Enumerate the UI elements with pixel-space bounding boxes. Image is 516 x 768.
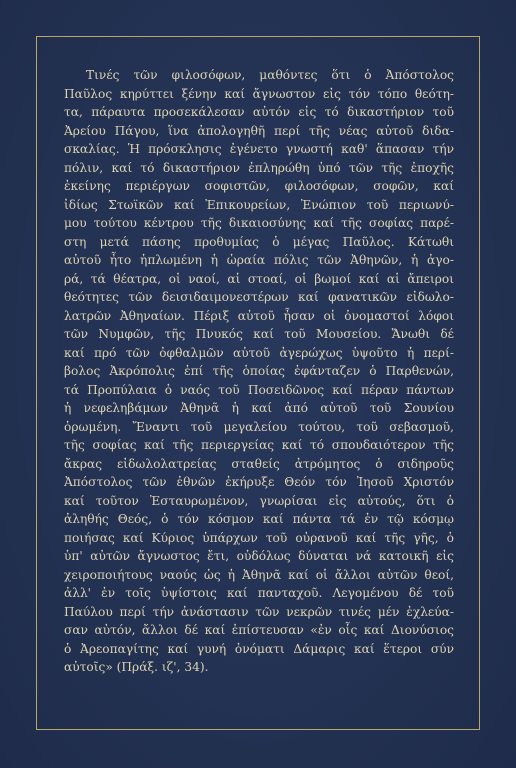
passage-line: στη μετά πάσης προθυμίας ὁ μέγας Παῦλος. Κάτωθι [64,234,454,249]
passage-line: θεότητες τῶν δεισιδαιμονεστέρων καί φανατικῶν εἰδωλο- [64,290,454,304]
passage-line: ἡ νεφεληβάμων Ἀθηνᾶ ἡ καί ἀπό αὐτοῦ τοῦ Σουνίου [64,401,454,415]
passage-line: ὁ Ἀρεοπαγίτης καί γυνή ὀνόματι Δάμαρις καί ἕτεροι σύν [64,641,454,656]
passage-line: τά Προπύλαια ὁ ναός τοῦ Ποσειδῶνος καί πέραν πάντων [64,382,454,397]
passage-line: ἐκείνης περιέργων σοφιστῶν, φιλοσόφων, σοφῶν, καί [64,179,454,193]
passage-line: χειροποιήτους ναούς ὡς ἡ Ἀθηνᾶ καί οἱ ἄλλοι αὐτῶν θεοί, [64,567,454,582]
passage-line: τῆς σοφίας καί τῆς περιεργείας καί τό σπουδαιότερον τῆς [64,438,454,452]
passage-line: βολος Ἀκρόπολις ἐπί τῆς ὁποίας ἐφάνταζεν ὁ Παρθενών, [64,364,454,378]
passage-line: ἄκρας εἰδωλολατρείας σταθείς ἀτρόμητος ὁ σιδηροῦς [64,456,454,471]
passage-line: ἰδίως Στωϊκῶν καί Ἐπικουρείων, Ἐνώπιον τοῦ περιωνύ- [64,197,454,212]
passage-line: λατρῶν Ἀθηναίων. Πέριξ αὐτοῦ ἦσαν οἱ ὀνομαστοί λόφοι [64,308,454,323]
passage-line: Ἀρείου Πάγου, ἵνα ἀπολογηθῆ περί τῆς νέας αὐτοῦ διδα- [64,123,454,138]
passage-line: αὐτοῖς» (Πράξ. ιζ', 34). [64,660,209,674]
passage-line: αὐτοῦ ἦτο ἡπλωμένη ἡ ὡραία πόλις τῶν Ἀθηνῶν, ἡ ἀγο- [64,253,454,267]
passage-line: καί τοῦτον Ἐσταυρωμένον, γνωρίσαι εἰς αὐτούς, ὅτι ὁ [64,493,454,508]
passage-line: σαν αὐτόν, ἄλλοι δέ καί ἐπίστευσαν «ἐν οἷς καί Διονύσιος [64,623,454,637]
passage-line: πόλιν, καί τό δικαστήριον ἐπληρώθη ὑπό τῶν τῆς ἐποχῆς [64,160,454,175]
passage-text-block [64,66,454,677]
passage-line: ποιήσας καί Κύριος ὑπάρχων τοῦ οὐρανοῦ καί τῆς γῆς, ὁ [64,530,454,545]
passage-line: Ἀπόστολος τῶν ἐθνῶν ἐκήρυξε Θεόν τόν Ἰησοῦ Χριστόν [64,475,454,489]
passage-line: Τινές τῶν φιλοσόφων, μαθόντες ὅτι ὁ Ἀπόστολος [86,68,454,82]
passage-line: Παῦλος κηρύττει ξένην καί ἄγνωστον εἰς τόν τόπο θεότη- [64,86,454,101]
passage-line: ἀλλ' ἐν τοῖς ὑψίστοις καί πανταχοῦ. Λεγομένου δέ τοῦ [64,586,454,600]
passage-line: ἀληθής Θεός, ὁ τόν κόσμον καί πάντα τά ἐν τῷ κόσμῳ [64,512,454,526]
passage-line: ρά, τά θέατρα, οἱ ναοί, αἱ στοαί, οἱ βωμοί καί αἱ ἄπειροι [64,271,454,286]
passage-line: ὁρωμένη. Ἔναντι τοῦ μεγαλείου τούτου, τοῦ σεβασμοῦ, [64,419,454,434]
passage-line: τῶν Νυμφῶν, τῆς Πνυκός καί τοῦ Μουσείου. Ἄνωθι δέ [64,327,454,341]
passage-line: ὑπ' αὐτῶν ἄγνωστος ἔτι, οὐδόλως δύναται νά κατοικῆ εἰς [64,549,454,563]
passage-line: Παύλου περί τήν ἀνάστασιν τῶν νεκρῶν τινές μέν ἐχλεύα- [64,604,454,619]
passage-line: καί πρό τῶν ὀφθαλμῶν αὐτοῦ ἀγερώχως ὑψοῦτο ἡ περί- [64,345,454,360]
passage-line: τα, πάραυτα προσεκάλεσαν αὐτόν εἰς τό δικαστήριον τοῦ [64,105,454,119]
passage-line: μου τούτου κέντρου τῆς δικαιοσύνης καί τῆς σοφίας παρέ- [64,216,454,230]
passage-line: σκαλίας. Ἡ πρόσκλησις ἐγένετο γνωστή καθ' ἅπασαν τήν [64,142,454,156]
